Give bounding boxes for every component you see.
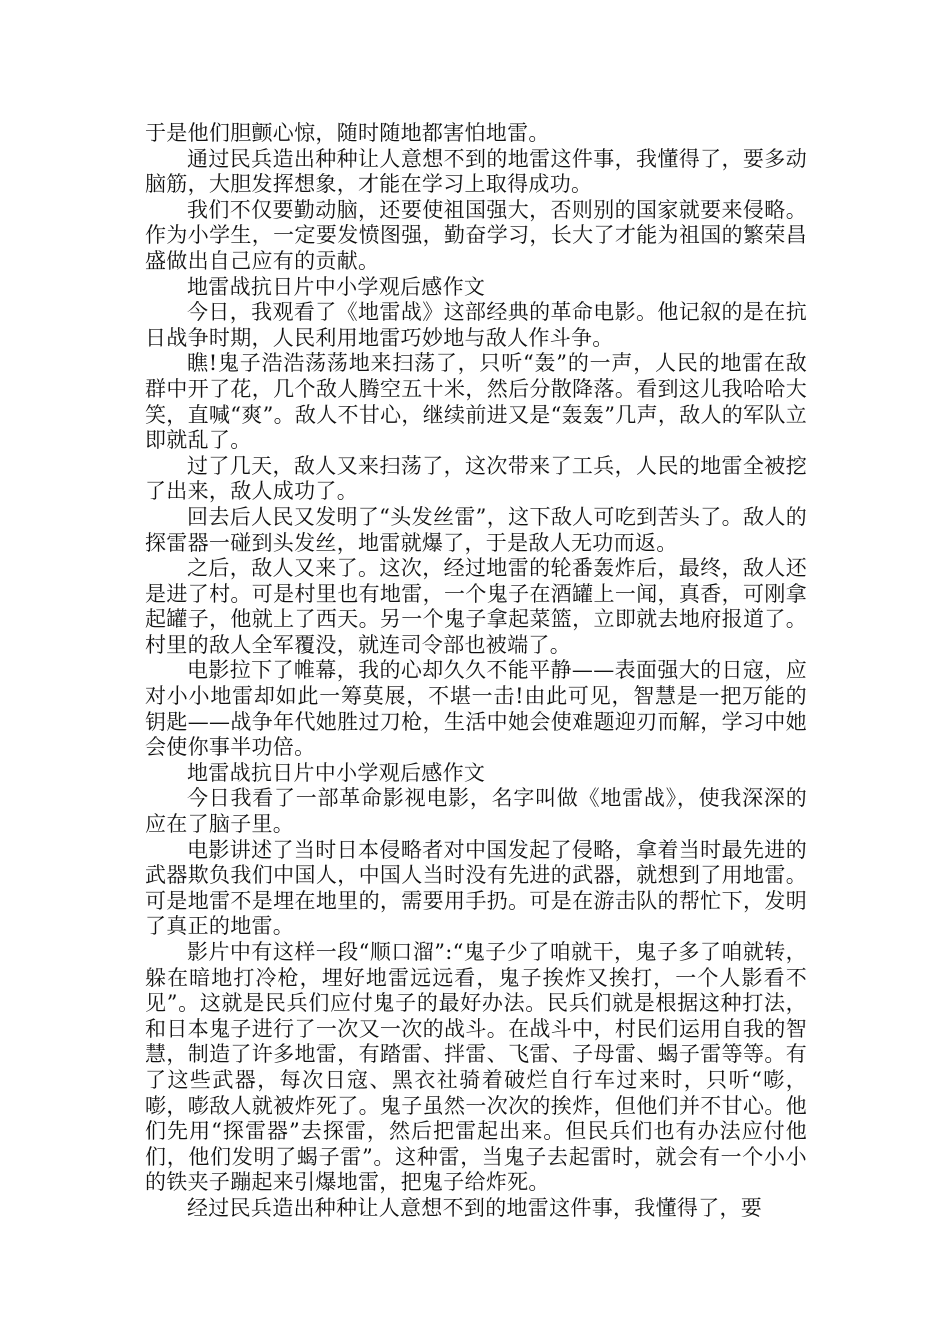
paragraph-continuation: 于是他们胆颤心惊，随时随地都害怕地雷。: [145, 121, 550, 145]
paragraph: 今日，我观看了《地雷战》这部经典的革命电影。他记叙的是在抗日战争时期，人民利用地雷巧妙地与敌人作斗争。: [145, 300, 807, 350]
paragraph: 影片中有这样一段“顺口溜”:“鬼子少了咱就干，鬼子多了咱就转，躲在暗地打冷枪，埋好地雷远远看，鬼子挨炸又挨打，一个人影看不见”。这就是民兵们应付鬼子的最好办法。民兵们就是根据这种打法，和日本鬼子进行了一次又一次的战斗。在战斗中，村民们运用自我的智慧，制造了许多地雷，有踏雷、拌雷、飞雷、子母雷、蝎子雷等等。有了这些武器，每次日寇、黑衣社骑着破烂自行车过来时，只听“嘭，嘭，嘭敌人就被炸死了。鬼子虽然一次次的挨炸，但他们并不甘心。他们先用“探雷器”去探雷，然后把雷起出来。但民兵们也有办法应付他们，他们发明了蝎子雷”。这种雷，当鬼子去起雷时，就会有一个小小的铁夹子蹦起来引爆地雷，把鬼子给炸死。: [145, 940, 807, 1195]
paragraph: 电影讲述了当时日本侵略者对中国发起了侵略，拿着当时最先进的武器欺负我们中国人，中国人当时没有先进的武器，就想到了用地雷。可是地雷不是埋在地里的，需要用手扔。可是在游击队的帮忙下，发明了真正的地雷。: [145, 837, 807, 939]
paragraph: 电影拉下了帷幕，我的心却久久不能平静——表面强大的日寇，应对小小地雷却如此一筹莫展，不堪一击!由此可见，智慧是一把万能的钥匙——战争年代她胜过刀枪，生活中她会使难题迎刃而解，学习中她会使你事半功倍。: [145, 658, 807, 760]
document-body: [145, 121, 807, 1222]
paragraph: 今日我看了一部革命影视电影，名字叫做《地雷战》，使我深深的应在了脑子里。: [145, 786, 807, 837]
paragraph: 瞧!鬼子浩浩荡荡地来扫荡了，只听“轰”的一声，人民的地雷在敌群中开了花，几个敌人腾空五十米，然后分散降落。看到这儿我哈哈大笑，直喊“爽”。敌人不甘心，继续前进又是“轰轰”几声，敌人的军队立即就乱了。: [145, 351, 807, 453]
section-heading: 地雷战抗日片中小学观后感作文: [187, 760, 486, 785]
paragraph: 通过民兵造出种种让人意想不到的地雷这件事，我懂得了，要多动脑筋，大胆发挥想象，才能在学习上取得成功。: [145, 146, 807, 197]
paragraph: 之后，敌人又来了。这次，经过地雷的轮番轰炸后，最终，敌人还是进了村。可是村里也有地雷，一个鬼子在酒罐上一闻，真香，可刚拿起罐子，他就上了西天。另一个鬼子拿起菜篮，立即就去地府报道了。村里的敌人全军覆没，就连司令部也被端了。: [145, 556, 807, 657]
paragraph: 我们不仅要勤动脑，还要使祖国强大，否则别的国家就要来侵略。作为小学生，一定要发愤图强，勤奋学习，长大了才能为祖国的繁荣昌盛做出自己应有的贡献。: [145, 197, 807, 273]
paragraph: 回去后人民又发明了“头发丝雷”，这下敌人可吃到苦头了。敌人的探雷器一碰到头发丝，地雷就爆了，于是敌人无功而返。: [145, 504, 807, 555]
section-heading: 地雷战抗日片中小学观后感作文: [187, 274, 486, 299]
paragraph-truncated: 经过民兵造出种种让人意想不到的地雷这件事，我懂得了，要: [187, 1195, 763, 1220]
paragraph: 过了几天，敌人又来扫荡了，这次带来了工兵，人民的地雷全被挖了出来，敌人成功了。: [145, 453, 807, 504]
